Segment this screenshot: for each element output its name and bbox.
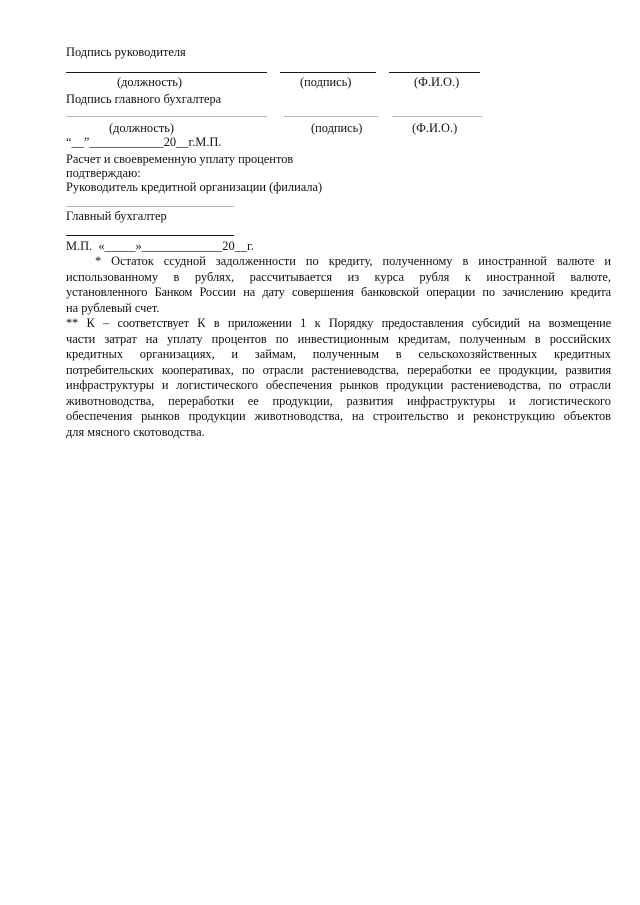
head-name-line[interactable] (389, 72, 480, 73)
stamp-date-line: М.П. «_____»_____________20__г. (66, 239, 254, 253)
confirmation-line-2: подтверждаю: (66, 166, 141, 180)
footnote-1-line: на рублевый счет. (66, 300, 160, 315)
credit-org-head-sign-line[interactable] (66, 206, 234, 207)
chief-sign-line[interactable] (284, 116, 378, 117)
confirmation-line-1: Расчет и своевременную уплату процентов (66, 152, 294, 166)
footnote-1-line: * Остаток ссудной задолженности по кредиту, полученному в иностранной валюте и (95, 254, 611, 268)
head-sign-caption: (подпись) (300, 75, 352, 89)
footnote-1 (66, 254, 611, 316)
chief-sign-caption: (подпись) (311, 121, 363, 135)
date-stamp-line: “__”____________20__г.М.П. (66, 135, 222, 149)
chief-accountant-signature-label: Подпись главного бухгалтера (66, 92, 222, 106)
footnote-2-line: части затрат на уплату процентов по инвестиционным кредитам, полученным в российских (66, 331, 611, 346)
chief-name-line[interactable] (393, 116, 482, 117)
chief-position-caption: (должность) (109, 121, 175, 135)
footnote-2-line: инфраструктуры и логистического обеспечения рынков продукции растениеводства, по отрасли (66, 378, 611, 392)
footnote-1-line: установленного Банком России на дату совершения банковской операции по зачислению кредита (66, 285, 611, 299)
head-position-caption: (должность) (117, 75, 183, 89)
head-sign-line[interactable] (280, 72, 376, 73)
footnote-2-line: потребительских кооперативах, по отрасли растениеводства, переработки ее продукции, развития (66, 362, 611, 377)
head-position-line[interactable] (66, 72, 267, 73)
credit-org-head-label: Руководитель кредитной организации (филиала) (66, 180, 323, 194)
head-name-caption: (Ф.И.О.) (414, 75, 460, 89)
chief-accountant-label: Главный бухгалтер (66, 209, 167, 223)
head-signature-label: Подпись руководителя (66, 45, 186, 59)
footnote-1-line: использованному в рублях, рассчитывается из курса рубля к иностранной валюте, (66, 269, 611, 284)
chief-position-line[interactable] (66, 116, 267, 117)
footnote-2-line: кредитных организациях, и займам, полученным в сельскохозяйственных кредитных (66, 347, 611, 361)
footnote-2 (66, 316, 611, 440)
footnote-2-line: для мясного скотоводства. (66, 424, 205, 439)
chief-name-caption: (Ф.И.О.) (412, 121, 458, 135)
footnote-2-line: обеспечения рынков продукции животноводства, на строительство и реконструкцию объектов (66, 409, 611, 423)
footnote-2-line: животноводства, переработки ее продукции, развития инфраструктуры и логистического (66, 393, 611, 408)
chief-accountant-sign-line[interactable] (66, 235, 234, 236)
footnote-2-line: ** К – соответствует К в приложении 1 к Порядку предоставления субсидий на возмещение (66, 316, 611, 330)
